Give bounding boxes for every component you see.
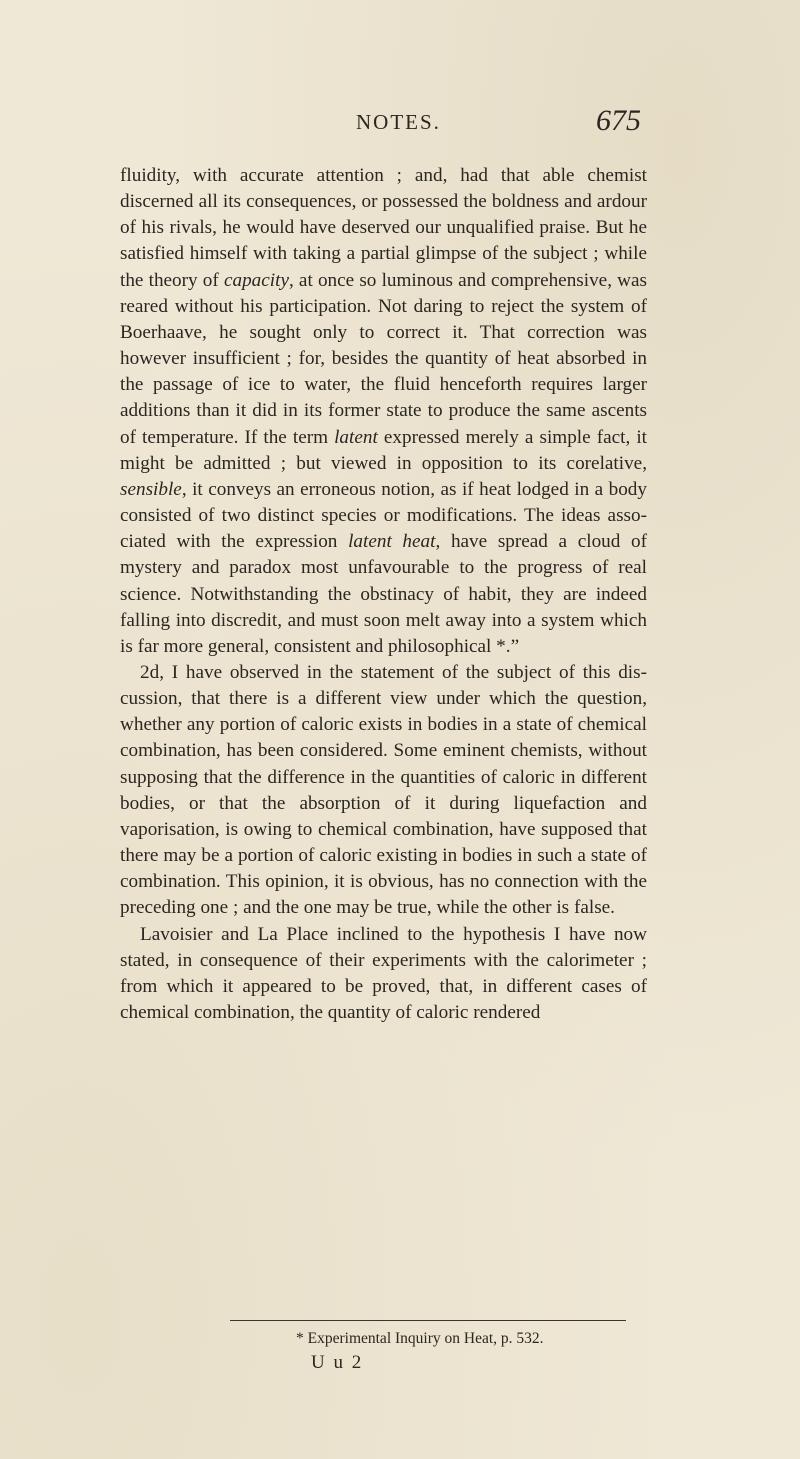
text-run: 2d, I have observed in the statement of the subject of this discussion, that there is a different view under which the question, whether any portion of caloric exists in bodies in a state of chemical combination, has been considered. Some eminent chemists, without supposing that the difference in the quantities of caloric in different bodies, or that the absorption of it during liquefaction and vaporisation, is owing to chemical combination, have supposed that there may be a portion of caloric existing in bodies in such a state of combination. This opinion, it is obvious, has no connection with the preceding one ; and the one may be true, while the other is false. [120,661,647,919]
paragraph [120,922,647,1027]
text-run: , at once so luminous and comprehensive, was reared without his participation. Not daring to reject the system of Boerhaave, he sought only to correct it. That correction was however insufficient ; for, besides the quantity of heat absorbed in the passage of ice to water, the fluid henceforth requires larger additions than it did in its former state to produce the same ascents of temperature. If the term [120,269,648,448]
paragraph [120,660,647,922]
body-text [120,163,647,1026]
italic-term: latent heat [348,531,436,553]
text-run: expressed merely a simple fact, it might be admitted ; but viewed in opposition to its corelative, [120,426,647,474]
text-run: Lavoisier and La Place inclined to the hypothesis I have now stated, in consequence of their experiments with the calorimeter ; from which it appeared to be proved, that, in different cases of chemical combination, the quantity of caloric rendered [120,923,647,1023]
page-number: 675 [596,104,641,137]
italic-term: latent [334,426,378,448]
signature-mark: U u 2 [311,1352,364,1373]
footnote-rule [230,1320,626,1321]
text-run: fluidity, with accurate attention ; and, had that able chemist discerned all its consequences, or possessed the boldness and ardour of his rivals, he would have deserved our unqualified praise. But he satisfied himself with taking a partial glimpse of the subject ; while the theory of [120,165,647,291]
text-run: , it conveys an erroneous notion, as if heat lodged in a body consisted of two distinct species or modifications. The ideas associated with the expression [120,478,647,553]
italic-term: sensible [120,478,182,500]
italic-term: capacity [223,269,289,291]
footnote: * Experimental Inquiry on Heat, p. 532. [296,1330,544,1347]
running-head: NOTES. [356,110,441,134]
text-run: , have spread a cloud of mystery and paradox most unfavourable to the progress of real science. Notwithstanding the obstinacy of habit, they are indeed falling into discredit, and must soon melt away into a system which is far more general, consistent and philosophical *.” [120,531,648,657]
paragraph [120,163,647,660]
page-header [0,104,800,144]
